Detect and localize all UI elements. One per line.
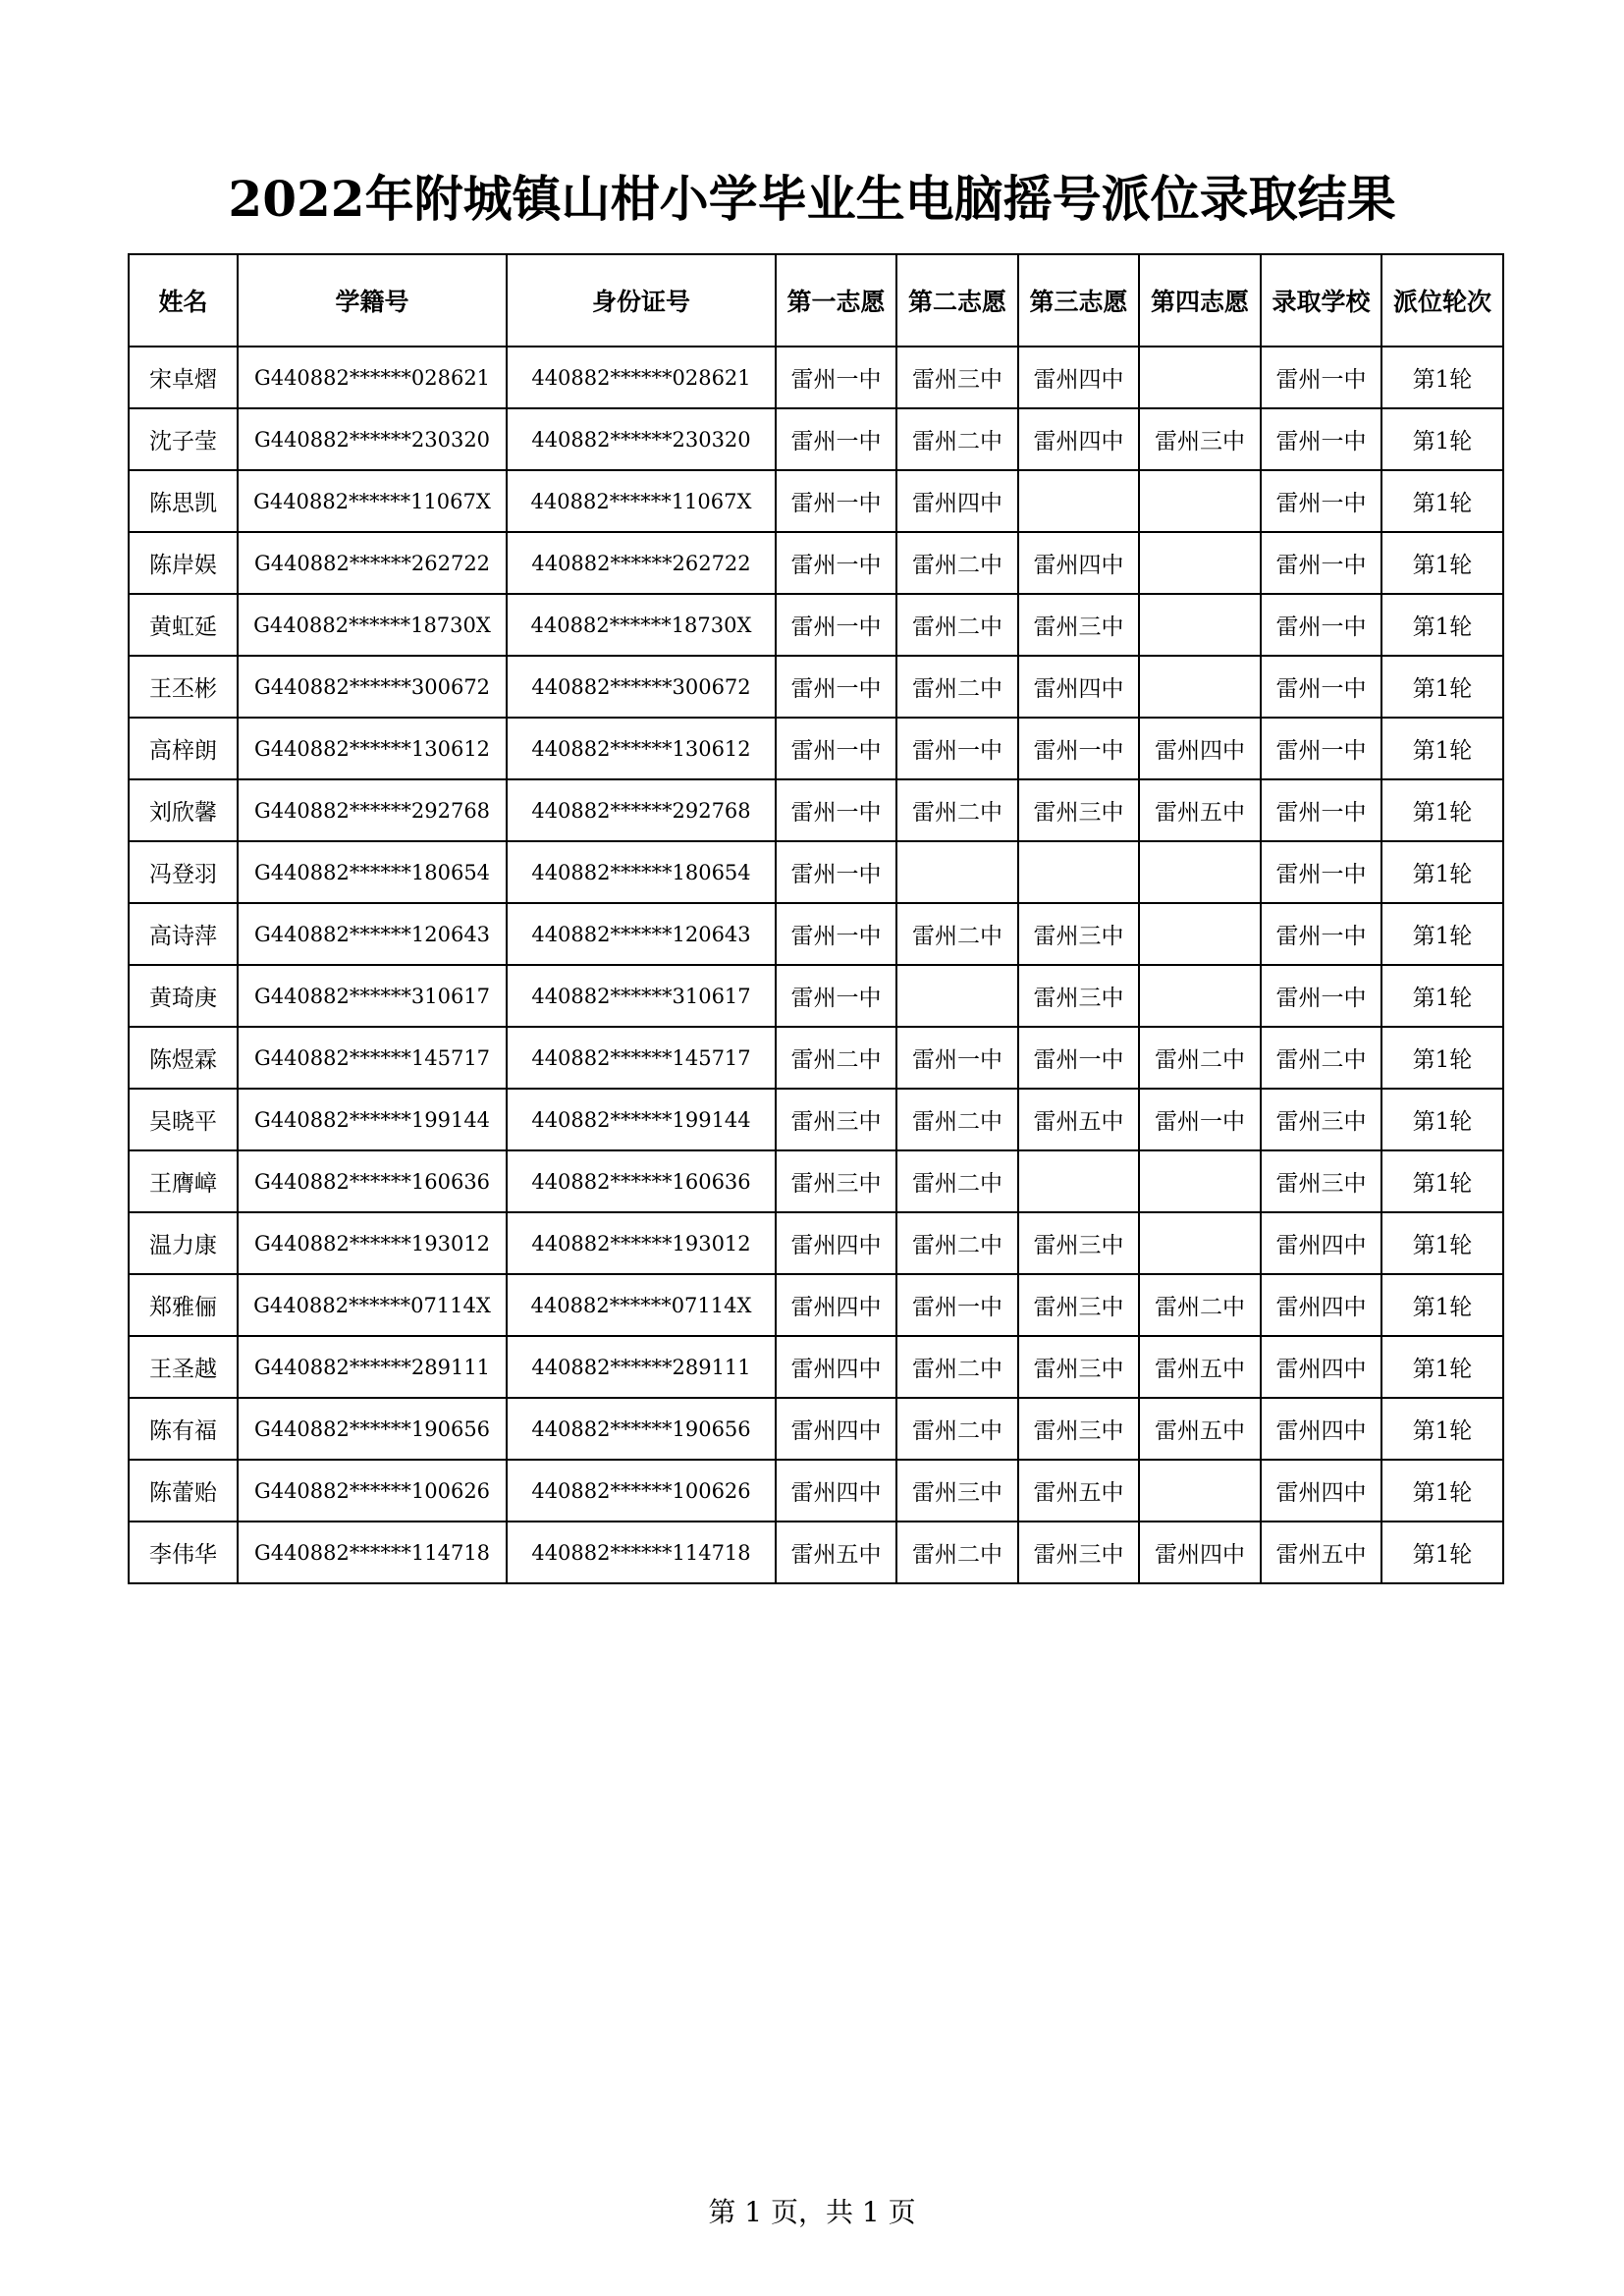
cell-student-id: G440882******028621 xyxy=(238,347,507,408)
cell-student-id: G440882******11067X xyxy=(238,470,507,532)
cell-choice-3: 雷州五中 xyxy=(1018,1089,1139,1150)
cell-choice-1: 雷州三中 xyxy=(776,1150,896,1212)
cell-admitted-school: 雷州一中 xyxy=(1261,903,1381,965)
cell-choice-1: 雷州一中 xyxy=(776,594,896,656)
table-row xyxy=(129,656,1503,718)
cell-choice-4: 雷州五中 xyxy=(1139,1398,1261,1460)
cell-choice-3: 雷州四中 xyxy=(1018,347,1139,408)
header-student-id: 学籍号 xyxy=(238,254,507,347)
cell-admitted-school: 雷州一中 xyxy=(1261,532,1381,594)
cell-id-card: 440882******114718 xyxy=(507,1522,776,1583)
cell-choice-2: 雷州三中 xyxy=(896,1460,1018,1522)
cell-student-id: G440882******18730X xyxy=(238,594,507,656)
cell-round: 第1轮 xyxy=(1381,1150,1503,1212)
cell-name: 陈思凯 xyxy=(129,470,238,532)
table-row xyxy=(129,779,1503,841)
table-row xyxy=(129,1336,1503,1398)
cell-student-id: G440882******289111 xyxy=(238,1336,507,1398)
cell-name: 王圣越 xyxy=(129,1336,238,1398)
cell-choice-3: 雷州五中 xyxy=(1018,1460,1139,1522)
cell-name: 刘欣馨 xyxy=(129,779,238,841)
cell-admitted-school: 雷州四中 xyxy=(1261,1336,1381,1398)
cell-round: 第1轮 xyxy=(1381,656,1503,718)
table-row xyxy=(129,594,1503,656)
cell-choice-3: 雷州四中 xyxy=(1018,408,1139,470)
cell-admitted-school: 雷州一中 xyxy=(1261,594,1381,656)
cell-round: 第1轮 xyxy=(1381,1274,1503,1336)
cell-choice-1: 雷州一中 xyxy=(776,965,896,1027)
cell-choice-4 xyxy=(1139,470,1261,532)
cell-admitted-school: 雷州四中 xyxy=(1261,1398,1381,1460)
cell-choice-1: 雷州一中 xyxy=(776,408,896,470)
header-name: 姓名 xyxy=(129,254,238,347)
cell-id-card: 440882******262722 xyxy=(507,532,776,594)
cell-admitted-school: 雷州四中 xyxy=(1261,1212,1381,1274)
cell-id-card: 440882******292768 xyxy=(507,779,776,841)
cell-choice-1: 雷州四中 xyxy=(776,1398,896,1460)
cell-choice-3: 雷州四中 xyxy=(1018,532,1139,594)
cell-choice-3 xyxy=(1018,841,1139,903)
cell-choice-2: 雷州二中 xyxy=(896,1212,1018,1274)
cell-choice-2: 雷州二中 xyxy=(896,408,1018,470)
header-choice-3: 第三志愿 xyxy=(1018,254,1139,347)
cell-id-card: 440882******160636 xyxy=(507,1150,776,1212)
cell-choice-4: 雷州一中 xyxy=(1139,1089,1261,1150)
page-footer: 第 1 页，共 1 页 xyxy=(708,2196,916,2228)
cell-choice-1: 雷州四中 xyxy=(776,1336,896,1398)
cell-student-id: G440882******310617 xyxy=(238,965,507,1027)
cell-student-id: G440882******145717 xyxy=(238,1027,507,1089)
cell-admitted-school: 雷州一中 xyxy=(1261,347,1381,408)
cell-choice-4 xyxy=(1139,1150,1261,1212)
cell-id-card: 440882******145717 xyxy=(507,1027,776,1089)
header-choice-2: 第二志愿 xyxy=(896,254,1018,347)
cell-choice-2: 雷州二中 xyxy=(896,594,1018,656)
table-row xyxy=(129,965,1503,1027)
cell-round: 第1轮 xyxy=(1381,1522,1503,1583)
cell-choice-2: 雷州三中 xyxy=(896,347,1018,408)
cell-choice-2: 雷州四中 xyxy=(896,470,1018,532)
cell-name: 陈蕾贻 xyxy=(129,1460,238,1522)
cell-student-id: G440882******07114X xyxy=(238,1274,507,1336)
table-row xyxy=(129,347,1503,408)
cell-student-id: G440882******262722 xyxy=(238,532,507,594)
cell-choice-4: 雷州四中 xyxy=(1139,718,1261,779)
table-row xyxy=(129,1398,1503,1460)
table-row xyxy=(129,408,1503,470)
cell-name: 郑雅俪 xyxy=(129,1274,238,1336)
table-row xyxy=(129,1089,1503,1150)
cell-round: 第1轮 xyxy=(1381,408,1503,470)
cell-round: 第1轮 xyxy=(1381,1336,1503,1398)
cell-choice-4: 雷州二中 xyxy=(1139,1027,1261,1089)
cell-round: 第1轮 xyxy=(1381,965,1503,1027)
cell-choice-1: 雷州三中 xyxy=(776,1089,896,1150)
cell-name: 李伟华 xyxy=(129,1522,238,1583)
cell-student-id: G440882******199144 xyxy=(238,1089,507,1150)
table-row xyxy=(129,1027,1503,1089)
cell-choice-4: 雷州五中 xyxy=(1139,1336,1261,1398)
cell-choice-4 xyxy=(1139,965,1261,1027)
cell-round: 第1轮 xyxy=(1381,1089,1503,1150)
table-row xyxy=(129,1212,1503,1274)
cell-id-card: 440882******180654 xyxy=(507,841,776,903)
cell-choice-1: 雷州一中 xyxy=(776,656,896,718)
cell-admitted-school: 雷州五中 xyxy=(1261,1522,1381,1583)
results-table xyxy=(128,253,1504,1584)
table-row xyxy=(129,718,1503,779)
cell-admitted-school: 雷州一中 xyxy=(1261,779,1381,841)
cell-id-card: 440882******300672 xyxy=(507,656,776,718)
cell-admitted-school: 雷州三中 xyxy=(1261,1150,1381,1212)
cell-round: 第1轮 xyxy=(1381,841,1503,903)
cell-student-id: G440882******160636 xyxy=(238,1150,507,1212)
cell-choice-4 xyxy=(1139,1212,1261,1274)
cell-choice-1: 雷州二中 xyxy=(776,1027,896,1089)
cell-id-card: 440882******028621 xyxy=(507,347,776,408)
cell-choice-2: 雷州二中 xyxy=(896,779,1018,841)
cell-choice-4 xyxy=(1139,1460,1261,1522)
cell-student-id: G440882******193012 xyxy=(238,1212,507,1274)
cell-name: 高梓朗 xyxy=(129,718,238,779)
cell-student-id: G440882******180654 xyxy=(238,841,507,903)
cell-id-card: 440882******07114X xyxy=(507,1274,776,1336)
cell-admitted-school: 雷州一中 xyxy=(1261,408,1381,470)
cell-choice-3: 雷州三中 xyxy=(1018,1274,1139,1336)
page-title: 2022年附城镇山柑小学毕业生电脑摇号派位录取结果 xyxy=(228,170,1396,228)
cell-student-id: G440882******292768 xyxy=(238,779,507,841)
header-admitted-school: 录取学校 xyxy=(1261,254,1381,347)
table-row xyxy=(129,470,1503,532)
cell-choice-1: 雷州一中 xyxy=(776,347,896,408)
cell-name: 王丕彬 xyxy=(129,656,238,718)
cell-admitted-school: 雷州四中 xyxy=(1261,1274,1381,1336)
table-row xyxy=(129,532,1503,594)
cell-student-id: G440882******230320 xyxy=(238,408,507,470)
cell-choice-3: 雷州三中 xyxy=(1018,1212,1139,1274)
cell-student-id: G440882******300672 xyxy=(238,656,507,718)
cell-choice-2: 雷州一中 xyxy=(896,1274,1018,1336)
cell-choice-1: 雷州一中 xyxy=(776,903,896,965)
cell-choice-1: 雷州一中 xyxy=(776,718,896,779)
cell-choice-2: 雷州二中 xyxy=(896,1522,1018,1583)
cell-choice-2: 雷州二中 xyxy=(896,1150,1018,1212)
cell-id-card: 440882******120643 xyxy=(507,903,776,965)
cell-choice-4: 雷州二中 xyxy=(1139,1274,1261,1336)
cell-id-card: 440882******11067X xyxy=(507,470,776,532)
cell-choice-4: 雷州四中 xyxy=(1139,1522,1261,1583)
cell-name: 吴晓平 xyxy=(129,1089,238,1150)
cell-name: 沈子莹 xyxy=(129,408,238,470)
cell-name: 宋卓熠 xyxy=(129,347,238,408)
cell-round: 第1轮 xyxy=(1381,594,1503,656)
cell-choice-3: 雷州三中 xyxy=(1018,594,1139,656)
header-round: 派位轮次 xyxy=(1381,254,1503,347)
cell-round: 第1轮 xyxy=(1381,1398,1503,1460)
cell-choice-3: 雷州一中 xyxy=(1018,1027,1139,1089)
cell-name: 陈煜霖 xyxy=(129,1027,238,1089)
cell-choice-1: 雷州五中 xyxy=(776,1522,896,1583)
cell-name: 陈岸娱 xyxy=(129,532,238,594)
cell-choice-2: 雷州二中 xyxy=(896,903,1018,965)
cell-choice-4 xyxy=(1139,841,1261,903)
cell-choice-4: 雷州五中 xyxy=(1139,779,1261,841)
cell-choice-1: 雷州四中 xyxy=(776,1212,896,1274)
table-row xyxy=(129,1522,1503,1583)
cell-round: 第1轮 xyxy=(1381,779,1503,841)
cell-name: 温力康 xyxy=(129,1212,238,1274)
cell-choice-3: 雷州一中 xyxy=(1018,718,1139,779)
cell-id-card: 440882******130612 xyxy=(507,718,776,779)
cell-round: 第1轮 xyxy=(1381,347,1503,408)
cell-choice-4 xyxy=(1139,347,1261,408)
cell-choice-3: 雷州三中 xyxy=(1018,1398,1139,1460)
cell-choice-4 xyxy=(1139,594,1261,656)
cell-choice-2: 雷州二中 xyxy=(896,656,1018,718)
cell-choice-3 xyxy=(1018,1150,1139,1212)
cell-round: 第1轮 xyxy=(1381,1212,1503,1274)
cell-choice-2 xyxy=(896,965,1018,1027)
cell-id-card: 440882******193012 xyxy=(507,1212,776,1274)
cell-round: 第1轮 xyxy=(1381,470,1503,532)
cell-round: 第1轮 xyxy=(1381,903,1503,965)
cell-choice-2: 雷州二中 xyxy=(896,1089,1018,1150)
cell-id-card: 440882******289111 xyxy=(507,1336,776,1398)
table-body xyxy=(129,347,1503,1583)
cell-choice-1: 雷州一中 xyxy=(776,779,896,841)
cell-choice-1: 雷州一中 xyxy=(776,470,896,532)
cell-choice-4 xyxy=(1139,656,1261,718)
header-choice-4: 第四志愿 xyxy=(1139,254,1261,347)
cell-choice-3: 雷州三中 xyxy=(1018,1336,1139,1398)
table-row xyxy=(129,1150,1503,1212)
cell-id-card: 440882******18730X xyxy=(507,594,776,656)
cell-choice-4 xyxy=(1139,903,1261,965)
cell-admitted-school: 雷州一中 xyxy=(1261,718,1381,779)
cell-choice-4: 雷州三中 xyxy=(1139,408,1261,470)
cell-choice-2: 雷州二中 xyxy=(896,1398,1018,1460)
cell-choice-3 xyxy=(1018,470,1139,532)
cell-admitted-school: 雷州四中 xyxy=(1261,1460,1381,1522)
cell-round: 第1轮 xyxy=(1381,532,1503,594)
cell-admitted-school: 雷州二中 xyxy=(1261,1027,1381,1089)
cell-choice-1: 雷州一中 xyxy=(776,532,896,594)
cell-choice-3: 雷州三中 xyxy=(1018,1522,1139,1583)
table-header-row xyxy=(129,254,1503,347)
header-choice-1: 第一志愿 xyxy=(776,254,896,347)
cell-choice-2: 雷州二中 xyxy=(896,532,1018,594)
cell-admitted-school: 雷州一中 xyxy=(1261,965,1381,1027)
cell-choice-3: 雷州三中 xyxy=(1018,965,1139,1027)
cell-choice-1: 雷州一中 xyxy=(776,841,896,903)
cell-name: 陈有福 xyxy=(129,1398,238,1460)
table-row xyxy=(129,1274,1503,1336)
cell-student-id: G440882******120643 xyxy=(238,903,507,965)
header-id-card: 身份证号 xyxy=(507,254,776,347)
cell-student-id: G440882******100626 xyxy=(238,1460,507,1522)
cell-admitted-school: 雷州一中 xyxy=(1261,841,1381,903)
cell-choice-2 xyxy=(896,841,1018,903)
cell-name: 王膺嶂 xyxy=(129,1150,238,1212)
cell-choice-3: 雷州三中 xyxy=(1018,903,1139,965)
cell-id-card: 440882******310617 xyxy=(507,965,776,1027)
cell-choice-2: 雷州一中 xyxy=(896,718,1018,779)
cell-id-card: 440882******230320 xyxy=(507,408,776,470)
cell-student-id: G440882******130612 xyxy=(238,718,507,779)
cell-student-id: G440882******114718 xyxy=(238,1522,507,1583)
cell-admitted-school: 雷州一中 xyxy=(1261,656,1381,718)
cell-admitted-school: 雷州一中 xyxy=(1261,470,1381,532)
table-row xyxy=(129,1460,1503,1522)
cell-round: 第1轮 xyxy=(1381,1460,1503,1522)
cell-choice-1: 雷州四中 xyxy=(776,1274,896,1336)
cell-student-id: G440882******190656 xyxy=(238,1398,507,1460)
cell-name: 黄虹延 xyxy=(129,594,238,656)
cell-round: 第1轮 xyxy=(1381,718,1503,779)
cell-id-card: 440882******199144 xyxy=(507,1089,776,1150)
table-row xyxy=(129,903,1503,965)
cell-id-card: 440882******190656 xyxy=(507,1398,776,1460)
cell-name: 黄琦庚 xyxy=(129,965,238,1027)
cell-name: 高诗萍 xyxy=(129,903,238,965)
cell-choice-4 xyxy=(1139,532,1261,594)
cell-id-card: 440882******100626 xyxy=(507,1460,776,1522)
table-row xyxy=(129,841,1503,903)
cell-round: 第1轮 xyxy=(1381,1027,1503,1089)
cell-choice-1: 雷州四中 xyxy=(776,1460,896,1522)
cell-choice-2: 雷州一中 xyxy=(896,1027,1018,1089)
cell-choice-3: 雷州四中 xyxy=(1018,656,1139,718)
cell-choice-2: 雷州二中 xyxy=(896,1336,1018,1398)
cell-choice-3: 雷州三中 xyxy=(1018,779,1139,841)
cell-name: 冯登羽 xyxy=(129,841,238,903)
cell-admitted-school: 雷州三中 xyxy=(1261,1089,1381,1150)
